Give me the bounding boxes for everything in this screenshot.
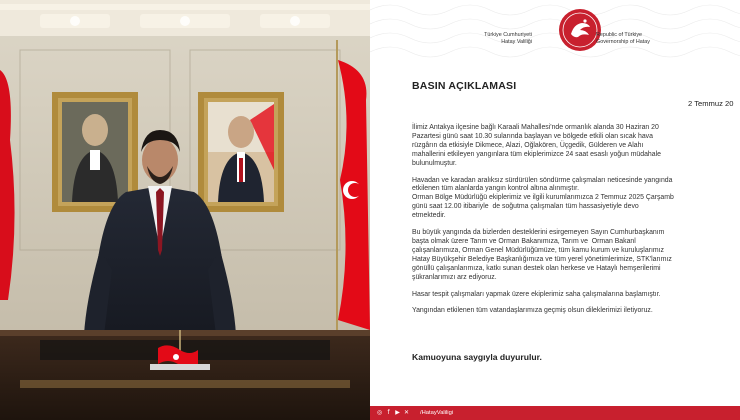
paragraph-4: Hasar tespit çalışmaları yapmak üzere ekiplerimiz saha çalışmalarına başlamıştır. <box>412 290 661 298</box>
letterhead-right <box>596 32 650 46</box>
instagram-icon[interactable]: ◎ <box>376 409 383 416</box>
header-right-line1: Republic of Türkiye <box>596 32 643 38</box>
paragraph-3: Bu büyük yangında da bizlerden desteklerini esirgemeyen Sayın Cumhurbaşkanım başta olmak üzere Tarım ve Orman Bakanımıza, Tarım ve Orman Bakanl çalışanlarımıza, Orman Genel Müdürlüğümüze, tüm kamu kurum ve kuruluşlarımız Hatay Büyükşehir Belediye Başkanlığımıza ve tüm yerel yönetimlerimize, STK'larımız gönüllü çalışanlarımıza, katkı sunan destek olan herkese ve Hataylı hemşerilerimi şükranlarımızı arz ediyoruz. <box>412 229 672 281</box>
footer-bar <box>370 406 740 420</box>
social-handle[interactable]: /HatayValiligi <box>420 409 454 416</box>
paragraph-1: İlimiz Antakya ilçesine bağlı Karaali Mahallesi'nde ormanlık alanda 30 Haziran 20 Pazartesi günü saat 10.30 sularında başlayan ve bölgede etkili olan sıcak hava rüzgârın da etkisiyle Dikmece, Alazi, Oğlakören, Üçgedik, Gülderen ve Alahı mahallerini etkileyen yangınlara tüm ekiplerimizce 24 saat esaslı yoğun müdahale bulunulmuştur. <box>412 124 661 167</box>
youtube-icon[interactable]: ▶ <box>395 409 400 416</box>
press-release-document <box>370 0 740 420</box>
closing-line: Kamuoyuna saygıyla duyurulur. <box>412 352 542 362</box>
letterhead-left <box>484 32 532 46</box>
x-icon[interactable]: ✕ <box>403 409 410 416</box>
paragraph-2: Havadan ve karadan aralıksız sürdürülen söndürme çalışmaları neticesinde yangında etkilenen tüm alanlarda yangın kontrol altına alınmıştır. Orman Bölge Müdürlüğü ekiplerimiz ve ilgili kurumlarımızca 2 Temmuz 2025 Çarşamb günü saat 12.00 itibariyle de soğutma çalışmaları tüm hassasiyetiyle devo etmektedir. <box>412 176 674 220</box>
header-left-line2: Hatay Valiliği <box>501 39 532 45</box>
letterhead <box>370 6 740 60</box>
document-title: BASIN AÇIKLAMASI <box>412 80 517 92</box>
facebook-icon[interactable]: f <box>387 409 390 416</box>
paragraph-5: Yangından etkilenen tüm vatandaşlarımıza geçmiş olsun dileklerimizi iletiyoruz. <box>412 307 653 315</box>
document-date: 2 Temmuz 20 <box>688 99 734 108</box>
header-left-line1: Türkiye Cumhuriyeti <box>484 32 532 38</box>
social-icons <box>376 409 410 416</box>
header-right-line2: Governorship of Hatay <box>596 39 650 45</box>
document-body <box>412 124 740 324</box>
